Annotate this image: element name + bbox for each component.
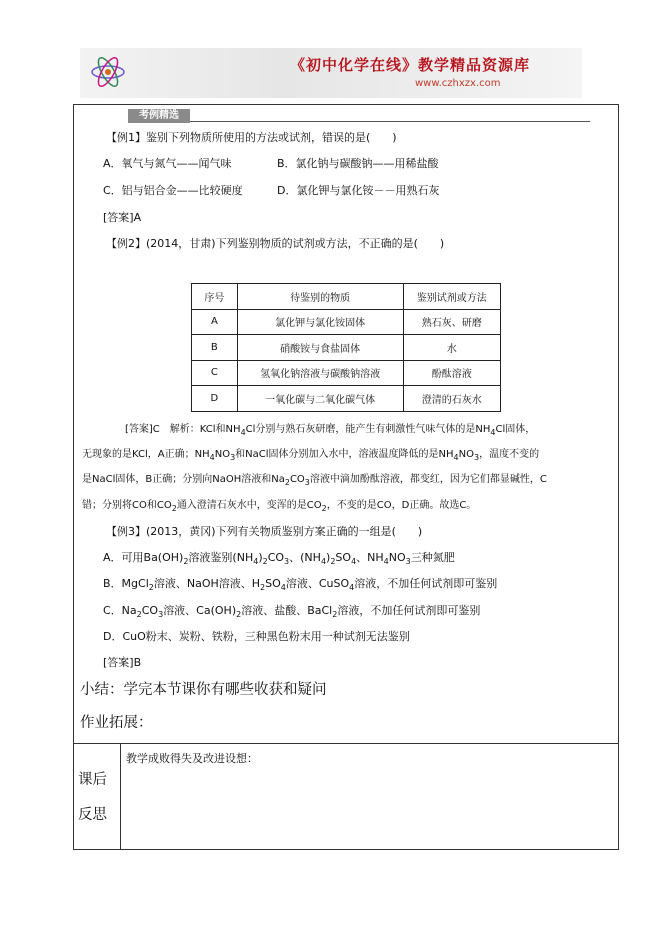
table-cell: 氢氧化钠溶液与碳酸钠溶液 <box>237 360 403 386</box>
table-cell: A <box>192 309 238 335</box>
example3-question: 【例3】(2013，黄冈)下列有关物质鉴别方案正确的一组是( ) <box>106 525 423 538</box>
example3-option-c: C．$Na_2CO_3$溶液、$Ca(OH)_2$溶液、盐酸、BaCl$_2$溶液，不加任何试剂即可鉴别 <box>103 604 481 620</box>
table-header-cell: 待鉴别的物质 <box>237 284 403 310</box>
table-cell: 水 <box>403 335 500 361</box>
banner-url[interactable]: www.czhxzx.com <box>415 78 501 89</box>
example1-option-b: B．氯化钠与碳酸钠——用稀盐酸 <box>277 157 439 170</box>
divider <box>73 743 619 744</box>
column-divider <box>120 743 121 850</box>
table-header-row <box>192 284 501 310</box>
header-banner <box>80 48 582 98</box>
example3-answer: [答案]B <box>103 656 142 669</box>
table-header-cell: 鉴别试剂或方法 <box>403 284 500 310</box>
homework-text: 作业拓展： <box>80 715 153 731</box>
example1-answer: [答案]A <box>103 211 142 224</box>
reflection-label-2: 反思 <box>78 807 107 823</box>
example2-analysis-line1: [答案]C 解析：KCl和$NH_4Cl$分别与熟石灰研磨，能产生有刺激性气味气体的是$NH_4Cl$固体， <box>125 424 536 437</box>
table-cell: 硝酸铵与食盐固体 <box>237 335 403 361</box>
section-underline <box>190 121 590 122</box>
example1-option-c: C．铝与铝合金——比较硬度 <box>103 184 243 197</box>
example1-option-a: A．氧气与氮气——闻气味 <box>103 157 232 170</box>
comparison-table <box>191 283 501 412</box>
example2-analysis-line3: 是NaCl固体，B正确；分别向NaOH溶液和$Na_2CO_3$溶液中滴加酚酞溶液，都变红，因为它们都显碱性，C <box>82 474 547 487</box>
example1-question: 【例1】鉴别下列物质所使用的方法或试剂，错误的是( ) <box>106 131 397 144</box>
example2-question: 【例2】(2014，甘肃)下列鉴别物质的试剂或方法，不正确的是( ) <box>106 237 445 250</box>
summary-text: 小结：学完本节课你有哪些收获和疑问 <box>80 682 327 698</box>
table-cell: 酚酞溶液 <box>403 360 500 386</box>
table-row <box>192 360 501 386</box>
table-cell: 氯化钾与氯化铵固体 <box>237 309 403 335</box>
table-cell: 熟石灰、研磨 <box>403 309 500 335</box>
table-row <box>192 309 501 335</box>
atom-logo-icon <box>88 52 128 92</box>
reflection-label-1: 课后 <box>78 772 107 788</box>
example3-option-b: B．MgCl$_2$溶液、NaOH溶液、$H_2SO_4$溶液、CuSO$_4$溶液，不加任何试剂即可鉴别 <box>103 577 498 593</box>
example2-analysis-line2: 无现象的是KCl，A正确；$NH_4NO_3$和NaCl固体分别加入水中，溶液温度降低的是$NH_4NO_3$，温度不变的 <box>82 449 540 462</box>
example3-option-d: D．CuO粉末、炭粉、铁粉，三种黑色粉末用一种试剂无法鉴别 <box>103 630 410 643</box>
reflection-prompt: 教学成败得失及改进设想： <box>126 752 258 765</box>
table-row <box>192 335 501 361</box>
table-cell: C <box>192 360 238 386</box>
table-cell: 一氧化碳与二氧化碳气体 <box>237 386 403 412</box>
table-cell: B <box>192 335 238 361</box>
example1-option-d: D．氯化钾与氯化铵－－用熟石灰 <box>277 184 440 197</box>
table-cell: 澄清的石灰水 <box>403 386 500 412</box>
section-label: 考例精选 <box>128 109 190 123</box>
example2-analysis-line4: 错；分别将CO和$CO_2$通入澄清石灰水中，变浑的是$CO_2$，不变的是CO，D正确。故选C。 <box>82 500 477 513</box>
banner-title: 《初中化学在线》教学精品资源库 <box>290 56 531 74</box>
table-row <box>192 386 501 412</box>
table-header-cell: 序号 <box>192 284 238 310</box>
example3-option-a: A．可用$Ba(OH)_2$溶液鉴别$(NH_4)_2CO_3$、$(NH_4)_2SO_4$、$NH_4NO_3$三种氮肥 <box>103 551 455 567</box>
table-cell: D <box>192 386 238 412</box>
